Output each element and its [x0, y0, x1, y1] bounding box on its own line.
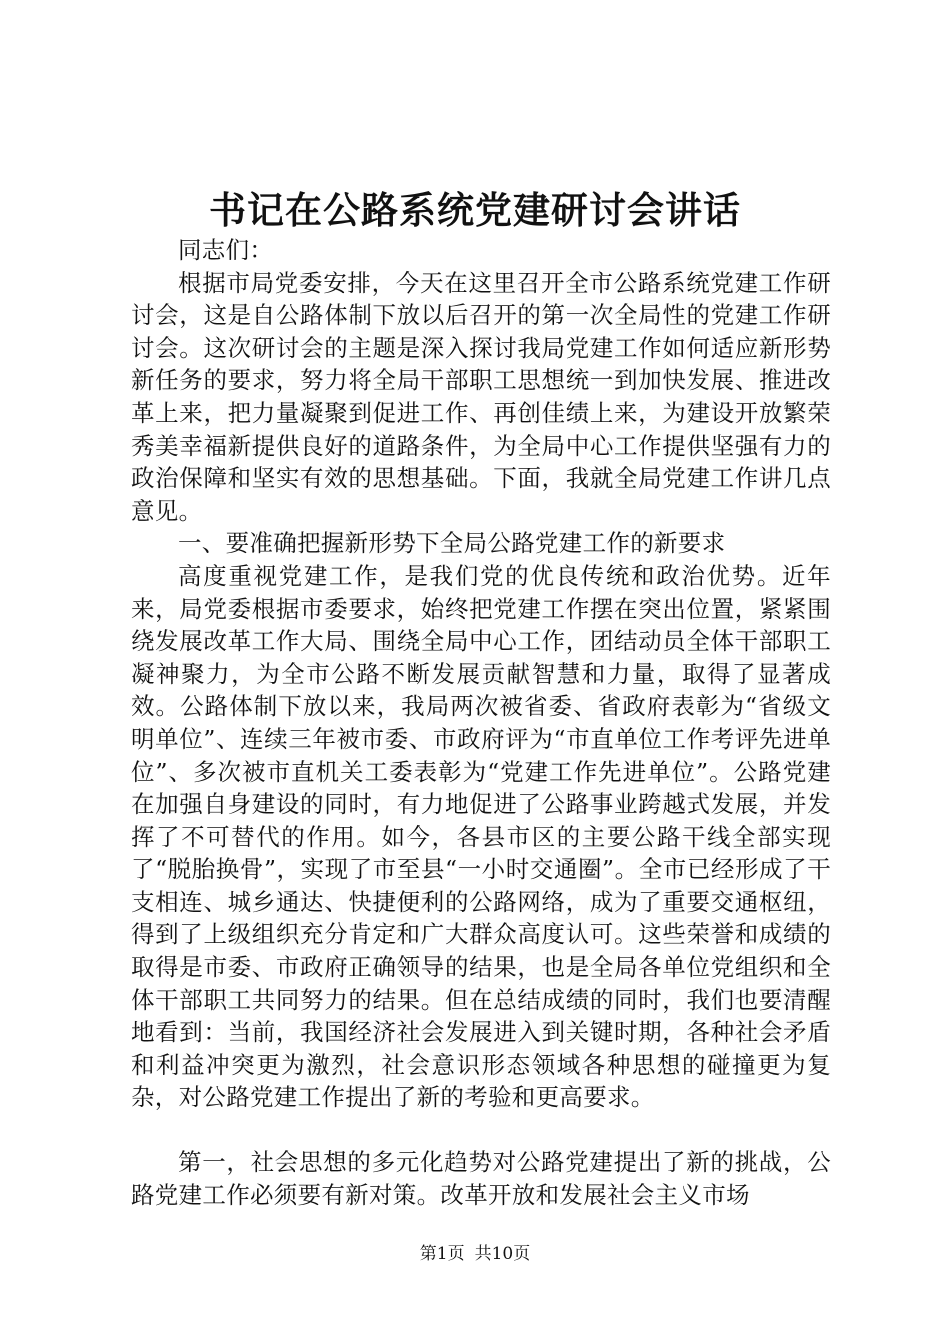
page-footer	[0, 1242, 950, 1266]
page-number: 第1页	[419, 1244, 465, 1264]
page-total: 共10页	[474, 1244, 531, 1264]
salutation: 同志们：	[178, 236, 274, 264]
document-body	[131, 234, 831, 1211]
paragraph-section-1: 高度重视党建工作，是我们党的优良传统和政治优势。近年来，局党委根据市委要求，始终把党建工作摆在突出位置，紧紧围绕发展改革工作大局、围绕全局中心工作，团结动员全体干部职工凝神聚力，为全市公路不断发展贡献智慧和力量，取得了显著成效。公路体制下放以来，我局两次被省委、省政府表彰为“省级文明单位”、连续三年被市委、市政府评为“市直单位工作考评先进单位”、多次被市直机关工委表彰为“党建工作先进单位”。公路党建在加强自身建设的同时，有力地促进了公路事业跨越式发展，并发挥了不可替代的作用。如今，各县市区的主要公路干线全部实现了“脱胎换骨”，实现了市至县“一小时交通圈”。全市已经形成了干支相连、城乡通达、快捷便利的公路网络，成为了重要交通枢纽，得到了上级组织充分肯定和广大群众高度认可。这些荣誉和成绩的取得是市委、市政府正确领导的结果，也是全局各单位党组织和全体干部职工共同努力的结果。但在总结成绩的同时，我们也要清醒地看到：当前，我国经济社会发展进入到关键时期，各种社会矛盾和利益冲突更为激烈，社会意识形态领域各种思想的碰撞更为复杂，对公路党建工作提出了新的考验和更高要求。	[131, 561, 831, 1112]
section-heading-1: 一、要准确把握新形势下全局公路党建工作的新要求	[178, 529, 726, 558]
paragraph-point-1: 第一，社会思想的多元化趋势对公路党建提出了新的挑战，公路党建工作必须要有新对策。改革开放和发展社会主义市场	[131, 1148, 831, 1209]
paragraph-intro: 根据市局党委安排，今天在这里召开全市公路系统党建工作研讨会，这是自公路体制下放以后召开的第一次全局性的党建工作研讨会。这次研讨会的主题是深入探讨我局党建工作如何适应新形势新任务的要求，努力将全局干部职工思想统一到加快发展、推进改革上来，把力量凝聚到促进工作、再创佳绩上来，为建设开放繁荣秀美幸福新提供良好的道路条件，为全局中心工作提供坚强有力的政治保障和坚实有效的思想基础。下面，我就全局党建工作讲几点意见。	[131, 268, 831, 525]
document-title: 书记在公路系统党建研讨会讲话	[209, 188, 741, 232]
